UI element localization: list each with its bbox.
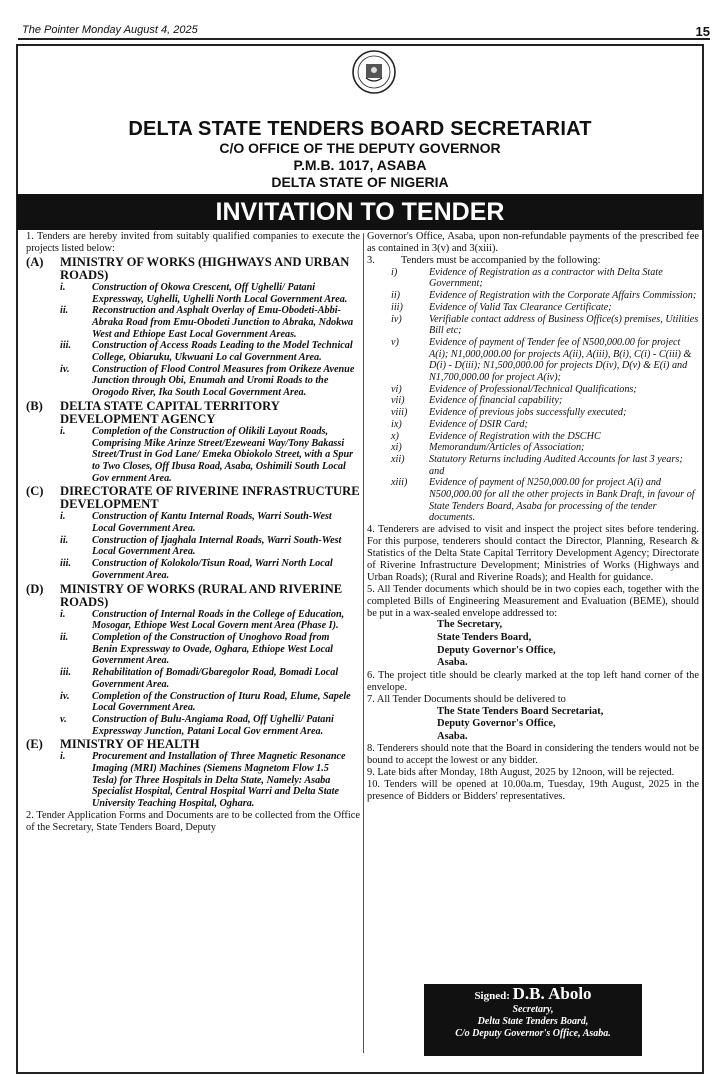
signatory-board: Delta State Tenders Board, (477, 1016, 589, 1027)
list-item: ii. Construction of Ijaghala Internal Roads, Warri South-West Local Government Area. (60, 534, 342, 558)
requirement-item: iii) Evidence of Valid Tax Clearance Certificate; (391, 301, 612, 313)
list-item: v. Construction of Bulu-Angiama Road, Off Ughelli/ Patani Expressway Junction, Patani Local Gov ernment Area. (60, 713, 334, 737)
list-item: iv. Construction of Flood Control Measures from Orikeze Avenue Junction through Obi, Enumah and Uromi Roads to the Orogodo River, Ika South Local Government Area. (60, 363, 355, 399)
paragraph-4: 4. Tenderers are advised to visit and inspect the project sites before tendering. For this purpose, tenderers should contact the Director, Planning, Research & Statistics of the Delta State Capital Territory Development Agency; Directorate of Riverine Infrastructure Development; Ministries of Works (Highways and Urban Roads); (Rural and Riverine Roads); and Health for guidance. (367, 524, 699, 583)
paragraph-10: 10. Tenders will be opened at 10.00a.m, Tuesday, 19th August, 2025 in the presence of Bidders or Bidders' representatives. (367, 779, 699, 802)
section-heading: (D) MINISTRY OF WORKS (RURAL AND RIVERINE ROADS) (26, 581, 343, 609)
list-item: iv. Completion of the Construction of Ituru Road, Elume, Sapele Local Government Area. (60, 690, 351, 714)
section-e (26, 738, 360, 810)
signature-block (424, 984, 642, 1056)
requirement-item: x) Evidence of Registration with the DSCHC (391, 430, 601, 442)
signatory-title: Secretary, (512, 1004, 554, 1015)
left-column (26, 231, 360, 834)
state-line: DELTA STATE OF NIGERIA (271, 174, 449, 190)
list-item: ii. Reconstruction and Asphalt Overlay of Emu-Obodeti-Abbi-Abraka Road from Emu-Obodeti Junction to Abraka, Ndokwa West and Ethiope East Local Government Areas. (60, 305, 354, 340)
paragraph-6: 6. The project title should be clearly marked at the top left hand corner of the envelope. (367, 669, 699, 693)
requirement-item: vii) Evidence of financial capability; (391, 395, 563, 407)
list-item: i. Construction of Kantu Internal Roads, Warri South-West Local Government Area. (60, 511, 332, 535)
section-heading: (E) MINISTRY OF HEALTH (26, 737, 200, 752)
section-d (26, 583, 360, 738)
signatory-office: C/o Deputy Governor's Office, Asaba. (455, 1028, 611, 1039)
list-item: ii. Completion of the Construction of Unoghovo Road from Benin Expressway to Ovade, Oghara, Ethiope West Local Government Area. (60, 631, 334, 667)
requirement-item: xii) Statutory Returns including Audited Accounts for last 3 years; and (391, 453, 683, 477)
address-block-1: The Secretary, State Tenders Board, Deputy Governor's Office, Asaba. (437, 619, 556, 669)
paragraph-7: 7. All Tender Documents should be delivered to (367, 693, 566, 705)
requirement-item: i) Evidence of Registration as a contractor with Delta State Government; (391, 266, 663, 290)
section-heading: (C) DIRECTORATE OF RIVERINE INFRASTRUCTURE DEVELOPMENT (26, 484, 360, 512)
address-block-2: The State Tenders Board Secretariat, Deputy Governor's Office, Asaba. (437, 705, 604, 742)
publication-line: The Pointer Monday August 4, 2025 (22, 24, 198, 36)
page-number: 15 (695, 24, 710, 39)
section-heading: (B) DELTA STATE CAPITAL TERRITORY DEVELOPMENT AGENCY (26, 398, 280, 426)
paragraph-2: 2. Tender Application Forms and Documents are to be collected from the Office of the Secretary, State Tenders Board, Deputy (26, 809, 360, 833)
list-item: iii. Construction of Access Roads Leading to the Model Technical College, Obiaruku, Ukwuani Lo cal Government Area. (60, 340, 353, 364)
delta-state-seal-icon (352, 50, 396, 94)
list-item: i. Procurement and Installation of Three Magnetic Resonance Imaging (MRI) Machines (Siemens Magnetom Flow 1.5 Tesla) for Three Hospitals in Delta State, Namely: Asaba Specialist Hospital, Central Hospital Warri and Delta State University Teaching Hospital, Oghara. (60, 751, 346, 810)
paragraph-8: 8. Tenderers should note that the Board in considering the tenders would not be bound to accept the lowest or any bidder. (367, 743, 699, 767)
office-line: C/O OFFICE OF THE DEPUTY GOVERNOR (219, 140, 501, 156)
requirement-item: ii) Evidence of Registration with the Corporate Affairs Commission; (391, 290, 697, 302)
paragraph-5: 5. All Tender documents which should be in two copies each, together with the completed Bills of Engineering Measurement and Evaluation (BEME), should be put in a wax-sealed envelope addressed to: (367, 583, 699, 619)
column-divider (363, 233, 364, 1053)
continued-paragraph: Governor's Office, Asaba, upon non-refundable payments of the prescribed fee as contained in 3(v) and 3(xiii). (367, 231, 699, 254)
section-a (26, 256, 360, 399)
requirement-item: xiii) Evidence of payment of N250,000.00 for project A(i) and N500,000.00 for all the other projects in Bank Draft, in favour of State Tenders Board, Asaba for processing of the tender documents. (391, 477, 695, 524)
section-c (26, 485, 360, 581)
invitation-banner: INVITATION TO TENDER (17, 194, 703, 230)
list-item: i. Construction of Okowa Crescent, Off Ughelli/ Patani Expressway, Ughelli, Ughelli North Local Government Area. (60, 281, 348, 305)
requirement-item: v) Evidence of payment of Tender fee of N500,000.00 for project A(i); N1,000,000.00 for projects A(ii), A(iii), B(i), C(i) - C(iii) & D(i) - D(iii); N1,500,000.00 for projects D(iv), D(v) & E(i) and N1,700,000.00 for project A(iv); (391, 336, 692, 384)
section-b (26, 400, 360, 485)
list-item: i. Construction of Internal Roads in the College of Education, Mosogar, Ethiope West Local Govern ment Area (Phase I). (60, 608, 345, 632)
section-heading: (A) MINISTRY OF WORKS (HIGHWAYS AND URBAN ROADS) (26, 254, 350, 282)
page-header (18, 10, 710, 40)
intro-paragraph: 1. Tenders are hereby invited from suitably qualified companies to execute the projects listed below: (26, 231, 360, 254)
requirement-item: xi) Memorandum/Articles of Association; (391, 442, 585, 454)
signatory-name: D.B. Abolo (512, 984, 592, 1003)
right-column (367, 231, 699, 803)
board-title: DELTA STATE TENDERS BOARD SECRETARIAT (128, 118, 592, 140)
requirement-item: viii) Evidence of previous jobs successfully executed; (391, 407, 627, 419)
list-item: iii. Rehabilitation of Bomadi/Gbaregolor Road, Bomadi Local Government Area. (60, 667, 339, 690)
requirement-item: iv) Verifiable contact address of Business Office(s) premises, Utilities Bill etc; (391, 313, 699, 337)
list-item: iii. Construction of Kolokolo/Tisun Road, Warri North Local Government Area. (60, 558, 333, 581)
list-item: i. Completion of the Construction of Olikili Layout Roads, Comprising Mike Arinze Street/Ezeweani Way/Tony Bakassi Street/Trust in God Lane/ Emeka Obiokolo Street, with a Spur to Two Closes, Off Ibusa Road, Asaba, Oshimili South Local Gov ernment Area. (60, 425, 354, 484)
pmb-line: P.M.B. 1017, ASABA (293, 157, 427, 173)
paragraph-3: 3. Tenders must be accompanied by the following: (367, 254, 601, 266)
requirement-item: vi) Evidence of Professional/Technical Qualifications; (391, 383, 637, 395)
requirement-item: ix) Evidence of DSIR Card; (391, 418, 528, 430)
paragraph-9: 9. Late bids after Monday, 18th August, 2025 by 12noon, will be rejected. (367, 767, 675, 779)
signed-label: Signed: (474, 990, 510, 1002)
